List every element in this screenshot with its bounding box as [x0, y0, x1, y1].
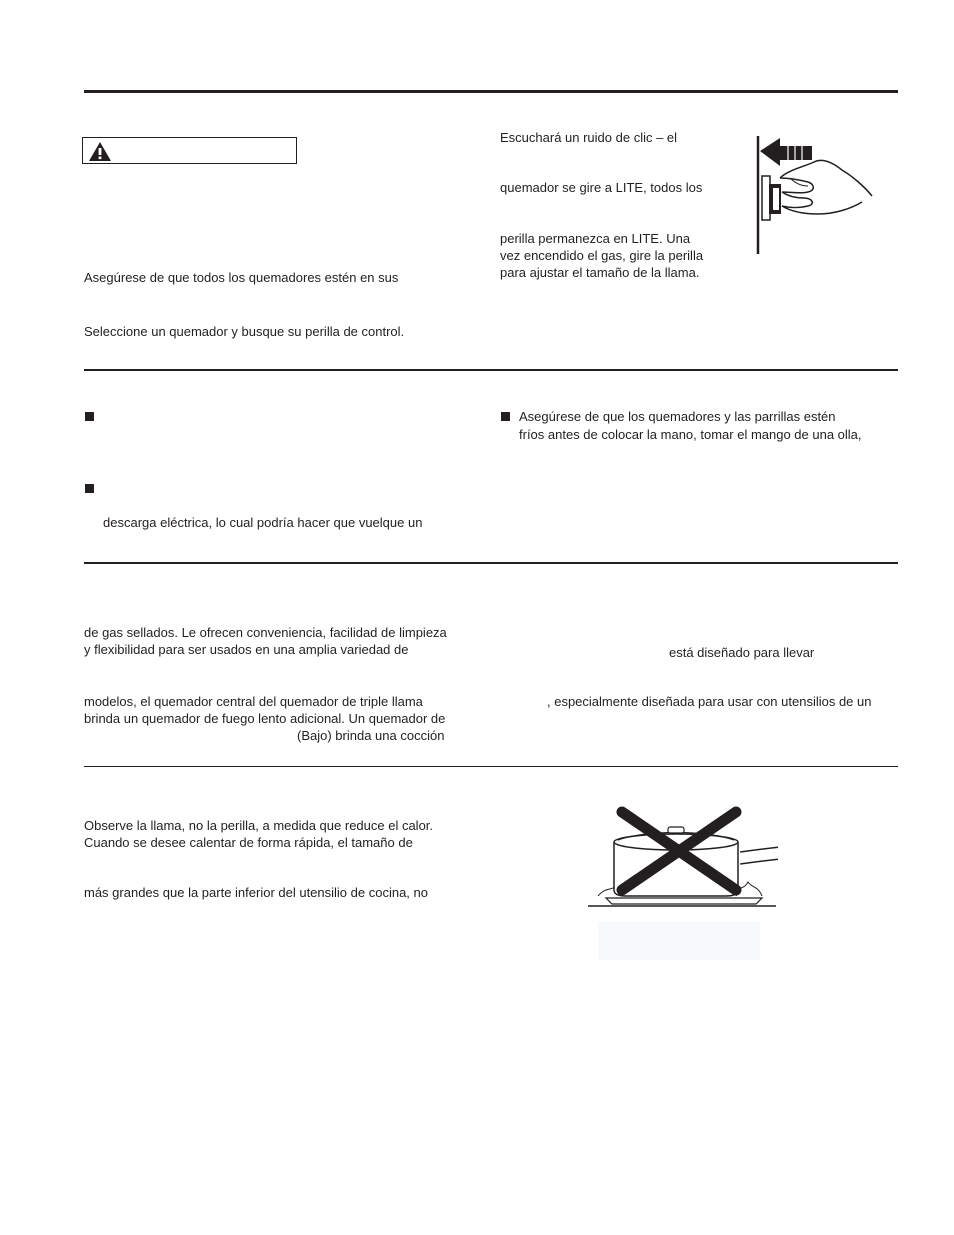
knob-push-turn-icon [750, 132, 878, 256]
bullet-2 [85, 484, 94, 493]
electric-shock-text: descarga eléctrica, lo cual podría hacer que vuelque un [103, 515, 423, 530]
section-divider-1 [84, 369, 898, 371]
bullet-3 [501, 412, 510, 421]
burners-cool-text: Asegúrese de que los quemadores y las parrillas estén [519, 409, 836, 424]
cold-before-hand-text: fríos antes de colocar la mano, tomar el mango de una olla, [519, 427, 862, 442]
pot-oversized-flame-x-icon [586, 800, 778, 912]
special-design-text: , especialmente diseñada para usar con utensilios de un [547, 694, 872, 709]
gas-lit-text: vez encendido el gas, gire la perilla [500, 248, 704, 263]
fast-heating-text: Cuando se desee calentar de forma rápida, el tamaño de [84, 835, 413, 850]
bullet-1 [85, 412, 94, 421]
burners-position-text: Asegúrese de que todos los quemadores estén en sus [84, 270, 399, 285]
section-divider-3 [84, 766, 898, 767]
designed-to-text: está diseñado para llevar [669, 645, 815, 660]
warning-box [82, 137, 297, 164]
burner-lite-text: quemador se gire a LITE, todos los [500, 180, 703, 195]
illustration-caption-box [598, 922, 760, 960]
flexibility-text: y flexibilidad para ser usados en una amplia variedad de [84, 642, 409, 657]
low-cooking-text: (Bajo) brinda una cocción [297, 728, 445, 743]
larger-than-pot-text: más grandes que la parte inferior del utensilio de cocina, no [84, 885, 428, 900]
triple-flame-text: modelos, el quemador central del quemador de triple llama [84, 694, 423, 709]
top-rule [84, 90, 898, 93]
sealed-burners-text: de gas sellados. Le ofrecen conveniencia, facilidad de limpieza [84, 625, 447, 640]
click-noise-text: Escuchará un ruido de clic – el [500, 130, 678, 145]
select-burner-text: Seleccione un quemador y busque su perilla de control. [84, 324, 405, 339]
simmer-burner-text: brinda un quemador de fuego lento adicional. Un quemador de [84, 711, 446, 726]
adjust-flame-text: para ajustar el tamaño de la llama. [500, 265, 700, 280]
warning-triangle-icon [89, 142, 111, 161]
observe-flame-text: Observe la llama, no la perilla, a medida que reduce el calor. [84, 818, 434, 833]
knob-lite-text: perilla permanezca en LITE. Una [500, 231, 691, 246]
section-divider-2 [84, 562, 898, 564]
